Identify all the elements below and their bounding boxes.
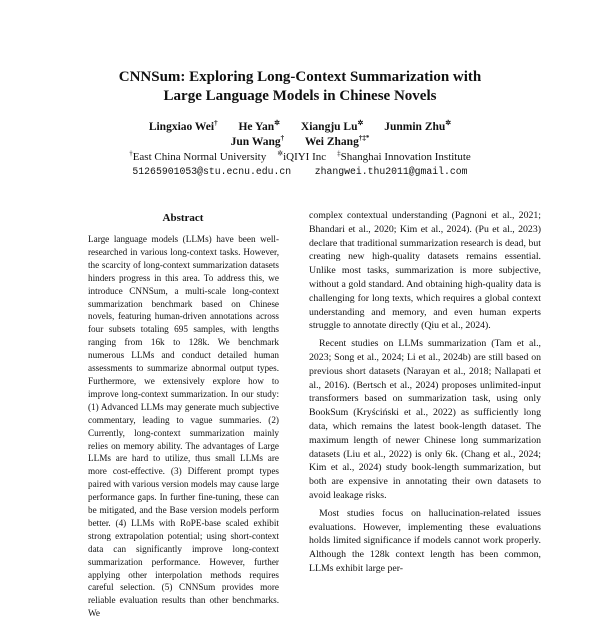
email-list: [60, 165, 540, 178]
author-list: [60, 120, 540, 150]
affiliation-name: Shanghai Innovation Institute: [340, 151, 471, 163]
abstract-body: Large language models (LLMs) have been well-researched in various long-context tasks. However, the scarcity of long-context summarization datasets hinders progress in this area. To address this, we introduce CNNSum, a multi-scale long-context summarization benchmark based on Chinese novels, featuring human-driven annotations across four subsets totaling 695 samples, with lengths ranging from 16k to 128k. We benchmark numerous LLMs and conduct detailed human assessments to summarize abnormal output types. Furthermore, we extensively explore how to improve long-context summarization. In our study: (1) Advanced LLMs may generate much subjective commentary, leading to vague summaries. (2) Currently, long-context summarization mainly relies on memory ability. The advantages of Large LLMs are hard to utilize, thus small LLMs are more cost-effective. (3) Different prompt types paired with various version models may cause large performance gaps. In further fine-tuning, these can be mitigated, and the Base version models perform better. (4) LLMs with RoPE-base scaled exhibit strong extrapolation potential; using short-context data can significantly improve long-context summarization performance. However, further applying other interpolation methods requires careful selection. (5) CNNSum provides more reliable evaluation results than other benchmarks. We: [88, 234, 279, 619]
affiliation-name: East China Normal University: [132, 151, 267, 163]
author-mark: †: [214, 119, 218, 128]
paper-title: [60, 68, 540, 106]
right-column: [309, 209, 541, 576]
affiliation-mark: †: [129, 149, 133, 158]
email-address[interactable]: zhangwei.thu2011@gmail.com: [314, 166, 468, 177]
paragraph: Recent studies on LLMs summarization (Tam et al., 2023; Song et al., 2024; Li et al., 2024b) are still based on previous short datasets (Narayan et al., 2018; Nallapati et al., 2016). (Bertsch et al., 2024) proposes unlimited-input transformers based on summarization task, using only BookSum (Kryściński et al., 2022) as sufficiently long data, which remains the latest book-length dataset. The maximum length of newer Chinese long summarization datasets (Liu et al., 2022) is only 6k. (Chang et al., 2024; Kim et al., 2024) study book-length summarization, but both are expensive in annotating their own datasets to avoid leakage risks.: [309, 338, 541, 501]
author-name: Jun Wang: [230, 136, 281, 148]
author-mark: ✲: [445, 119, 452, 128]
affiliation-name: iQIYI Inc: [283, 151, 327, 163]
affiliation-mark: ✲: [277, 149, 284, 158]
abstract-heading: Abstract: [162, 212, 204, 224]
authors-row-1: [60, 120, 540, 135]
author-name: Junmin Zhu: [384, 121, 446, 133]
paragraph: Most studies focus on hallucination-related issues evaluations. However, implementing these evaluations holds limited significance if models cannot work properly. Although the 128k context length has been common, LLMs exhibit large per-: [309, 507, 541, 574]
author-name: Lingxiao Wei: [148, 121, 215, 133]
author-name: Xiangju Lu: [300, 121, 358, 133]
affiliation-mark: ‡: [337, 149, 341, 158]
author-mark: †: [280, 134, 285, 143]
author-name: He Yan: [238, 121, 275, 133]
author-mark: ✲: [357, 119, 364, 128]
author-mark: †‡*: [358, 134, 370, 143]
title-line-1: CNNSum: Exploring Long-Context Summarization with: [118, 69, 482, 85]
paragraph: complex contextual understanding (Pagnoni et al., 2021; Bhandari et al., 2020; Kim et al., 2024). (Pu et al., 2023) declare that traditional summarization research is dead, but creating new high-quality datasets remains essential. Unlike most tasks, summarization is more subjective, without a gold standard. And obtaining high-quality data is challenging for long texts, which requires a global context understanding and memory, and even human experts struggle to annotate directly (Qiu et al., 2024).: [309, 210, 541, 332]
author-name: Wei Zhang: [304, 136, 359, 148]
author-mark: ✲: [274, 119, 281, 128]
title-line-2: Large Language Models in Chinese Novels: [163, 88, 437, 104]
affiliations: [60, 150, 540, 164]
email-address[interactable]: 51265901053@stu.ecnu.edu.cn: [132, 166, 292, 177]
authors-row-2: [60, 135, 540, 150]
